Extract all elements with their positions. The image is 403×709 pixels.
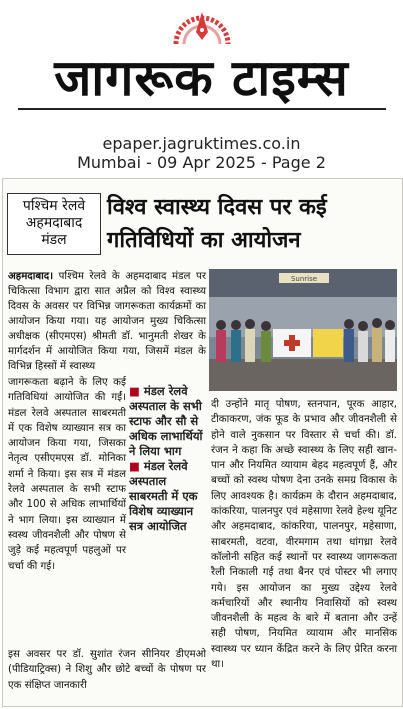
dept-line: मंडल <box>41 232 67 248</box>
dateline: अहमदाबाद। <box>8 271 54 282</box>
department-box <box>7 193 101 255</box>
event-photo <box>209 269 397 391</box>
bottom-left-text: इस अवसर पर डॉ. सुशांत रंजन सीनियर डीएमओ (पीडियाट्रिक्स) ने शिशु और छोटे बच्चों के पोषण पर एक संक्षिप्त जानकारी <box>8 649 206 691</box>
photo-sign-text: Sunrise <box>290 275 318 283</box>
headline: विश्व स्वास्थ्य दिवस पर कई गतिविधियों का आयोजन <box>107 195 327 253</box>
group-photo-image <box>209 269 397 391</box>
epaper-url[interactable]: epaper.jagruktimes.co.in <box>102 134 301 153</box>
highlight-item: ■ मंडल रेलवे अस्पताल के सभी स्टाफ और सौ से अधिक लाभार्थियों ने लिया भाग <box>129 384 203 458</box>
news-clipping <box>2 178 403 707</box>
para-text: पश्चिम रेलवे के अहमदाबाद मंडल पर चिकित्सा विभाग द्वारा सात अप्रैल को विश्व स्वास्थ्य दिवस के अवसर पर विभिन्न जागरूकता कार्यक्रमों का आयोजन किया गया। यह आयोजन मुख्य चिकित्सा अधीक्षक (सीएमएस) श्रीमती डॉ. भानुमती शेखर के मार्गदर्शन में आयोजित किया गया, जिसमें मंडल के विभिन्न हिस्सों में स्वास्थ्य <box>8 271 206 372</box>
lead-paragraph <box>8 269 206 374</box>
masthead-rule <box>18 108 386 110</box>
pen-nib-emblem-icon <box>172 4 232 48</box>
dept-line: अहमदाबाद <box>25 215 83 231</box>
masthead-title: जागरूक टाइम्स <box>54 49 349 107</box>
highlight-text: मंडल रेलवे अस्पताल के सभी स्टाफ और सौ से अधिक लाभार्थियों ने लिया भाग <box>129 384 203 458</box>
right-column-text: दी उन्होंने मातृ पोषण, स्तनपान, पूरक आहार, टीकाकरण, जंक फूड के प्रभाव और जीवनशैली से होने वाले नुकसान पर विस्तार से चर्चा की। डॉ. रंजन ने कहा कि अच्छे स्वास्थ्य के लिए सही खान-पान और नियमित व्यायाम बेहद महत्वपूर्ण हैं, और बच्चों को स्वस्थ पोषण देना उनके समग्र विकास के लिए आवश्यक है। कार्यक्रम के दौरान अहमदाबाद, कांकरिया, पालनपुर एवं महेसाणा रेलवे हेल्थ यूनिट और अहमदाबाद, कांकरिया, पालनपुर, महेसाणा, साबरमती, वटवा, वीरमगाम तथा धांगध्रा रेलवे कॉलोनी सहित कई स्थानों पर स्वास्थ्य जागरूकता रैली निकाली गई तथा बैनर एवं पोस्टर भी लगाए गये। इस आयोजन का मुख्य उद्देश्य रेलवे कर्मचारियों और स्थानीय निवासियों को स्वस्थ जीवनशैली के महत्व के बारे में बताना और उन्हें सही पोषण, नियमित व्यायाम और मानसिक स्वास्थ्य पर ध्यान केंद्रित करने के लिए प्रेरित करना था। <box>211 399 397 671</box>
highlight-item: ■ मंडल रेलवे अस्पताल साबरमती में एक विशेष व्याख्यान सत्र आयोजित <box>129 459 198 533</box>
left-column-text: जागरूकता बढ़ाने के लिए कई गतिविधियां आयोजित की गईं। मंडल रेलवे अस्पताल साबरमती में एक विशेष व्याख्यान सत्र का आयोजन किया गया, जिसका नेतृत्व एसीएमएस डॉ. मोनिका शर्मा ने किया। इस सत्र में मंडल रेलवे अस्पताल के सभी स्टाफ और 100 से अधिक लाभार्थियों ने भाग लिया। इस व्याख्यान में स्वस्थ जीवनशैली और पोषण से जुड़े कई महत्वपूर्ण पहलुओं पर चर्चा की गई। <box>8 377 126 572</box>
dept-line: पश्चिम रेलवे <box>22 198 86 214</box>
edition-date: Mumbai - 09 Apr 2025 - Page 2 <box>77 153 326 172</box>
masthead <box>0 0 403 170</box>
highlight-text: मंडल रेलवे अस्पताल साबरमती में एक विशेष व्याख्यान सत्र आयोजित <box>129 459 198 533</box>
highlights-sidebar <box>129 384 207 644</box>
